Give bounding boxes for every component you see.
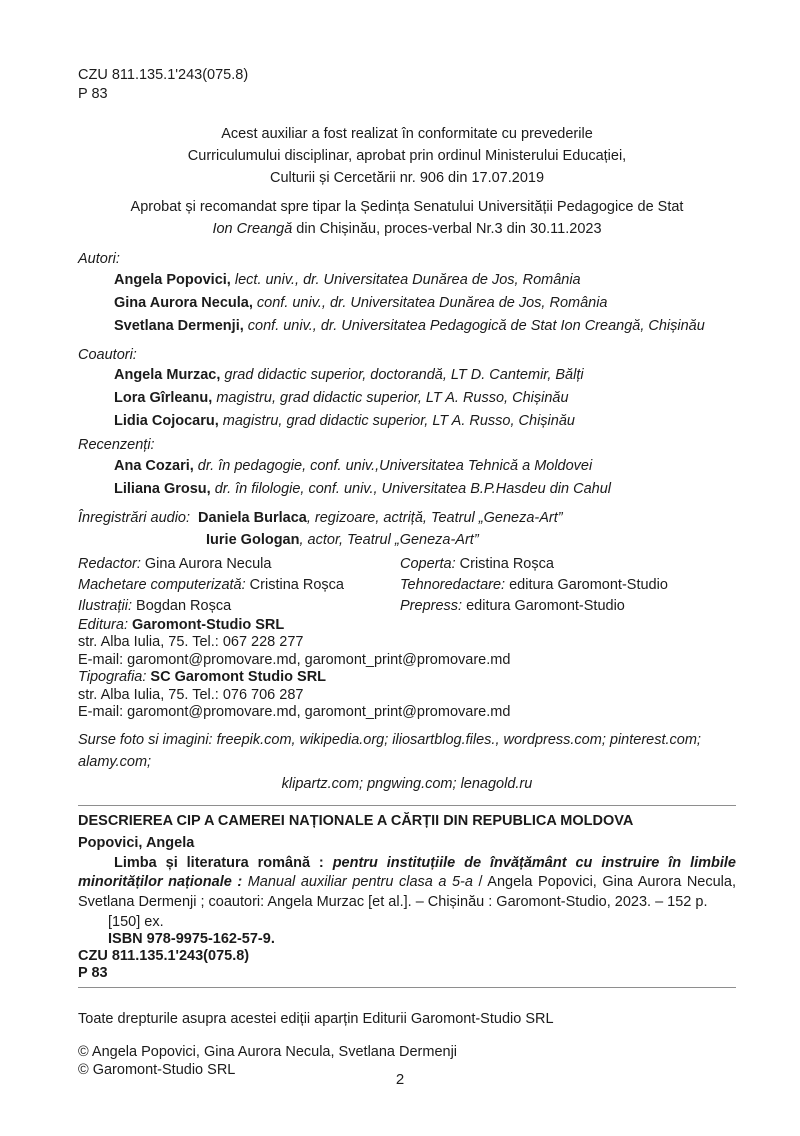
cip-block [78,812,736,981]
coauthor-role: magistru, grad didactic superior, LT A. Russo, Chișinău [216,390,569,406]
printer-email: E-mail: garomont@promovare.md, garomont_print@promovare.md [78,704,511,721]
reviewers-label: Recenzenți: [78,437,155,453]
cip-czu-code: CZU 811.135.1'243(075.8) [78,948,250,965]
p-index-code: P 83 [78,85,108,102]
header-codes [78,66,736,103]
coauthors-label: Coautori: [78,346,137,363]
credit-row [400,554,736,575]
audio-credits-label: Înregistrări audio: [78,509,191,526]
author-name: Angela Popovici, [114,271,231,288]
authors-section [78,250,736,338]
credit-label: Ilustrații: [78,597,132,614]
credit-value: editura Garomont-Studio [466,597,625,614]
credit-label: Prepress: [400,597,463,614]
rights-statement: Toate drepturile asupra acestei ediții aparțin Editurii Garomont-Studio SRL [78,1011,554,1028]
reviewer-name: Ana Cozari, [114,457,194,474]
coauthors-section [78,346,736,434]
author-name: Svetlana Dermenji, [114,317,244,334]
publisher-name: Garomont-Studio SRL [132,616,285,633]
publisher-section [78,617,736,723]
credit-value: Gina Aurora Necula [144,555,272,572]
credit-row [400,596,736,617]
cip-title-main: Limba și literatura română : [114,854,333,871]
printer-name: SC Garomont Studio SRL [150,669,327,686]
coauthor-name: Lidia Cojocaru, [114,413,219,429]
coauthor-name: Lora Gîrleanu, [114,390,213,406]
printer-label: Tipografia: [78,669,147,686]
credit-row [400,575,736,596]
publisher-email: E-mail: garomont@promovare.md, garomont_print@promovare.md [78,651,511,668]
audio-person-role: , actor, Teatrul „Geneza-Art” [299,531,479,548]
page-number: 2 [395,1071,405,1089]
cip-top-divider [78,805,736,806]
audio-credits-rows [198,507,563,551]
cip-heading: DESCRIEREA CIP A CAMEREI NAȚIONALE A CĂRȚII DIN REPUBLICA MOLDOVA [78,813,634,830]
reviewer-role: dr. în filologie, conf. univ., Universitatea B.P.Hasdeu din Cahul [214,480,612,497]
cip-bibliographic-entry [78,854,736,913]
audio-credits-section [78,507,736,551]
approval-line [78,218,736,240]
printer-row [78,669,736,687]
reviewer-row [78,455,736,478]
credit-label: Tehnoredactare: [400,576,506,593]
approval-line-rest: din Chișinău, proces-verbal Nr.3 din 30.11.2023 [292,221,602,237]
publisher-row [78,617,736,635]
reviewer-role: dr. în pedagogie, conf. univ.,Universitatea Tehnică a Moldovei [197,457,593,474]
credit-label: Machetare computerizată: [78,576,246,593]
coauthor-row [78,410,736,433]
credit-label: Coperta: [400,555,456,572]
coauthor-role: magistru, grad didactic superior, LT A. Russo, Chișinău [222,413,575,429]
cip-author-entry: Popovici, Angela [78,835,195,852]
coauthor-name: Angela Murzac, [114,367,221,383]
cip-title-subtitle: pentru instituțiile de învățământ cu instruire în limbile minorităților naționale : [78,854,737,891]
production-credits [78,554,736,617]
conformity-line: Acest auxiliar a fost realizat în conformitate cu prevederile [221,126,593,142]
audio-credit-row [198,529,563,551]
authors-label: Autori: [78,251,120,267]
czu-code: CZU 811.135.1'243(075.8) [78,67,249,83]
cip-title-type: Manual auxiliar pentru clasa a 5-a [247,874,473,891]
credit-row [78,596,400,617]
photo-sources-line: klipartz.com; pngwing.com; lenagold.ru [281,776,533,793]
audio-credit-row [198,507,563,529]
credits-left-column [78,554,400,617]
author-name: Gina Aurora Necula, [114,294,253,311]
author-row [78,292,736,315]
author-role: conf. univ., dr. Universitatea Dunărea de Jos, România [256,294,608,311]
conformity-line: Culturii și Cercetării nr. 906 din 17.07.2019 [269,170,545,186]
conformity-note [78,123,736,189]
coauthor-role: grad didactic superior, doctorandă, LT D. Cantemir, Bălți [224,367,584,383]
author-row [78,315,736,338]
copyright-authors: © Angela Popovici, Gina Aurora Necula, Svetlana Dermenji [78,1044,458,1061]
author-role: lect. univ., dr. Universitatea Dunărea de Jos, România [234,271,581,288]
audio-person-name: Iurie Gologan [206,531,300,548]
credit-row [78,554,400,575]
credits-right-column [400,554,736,617]
copyright-publisher: © Garomont-Studio SRL [78,1061,236,1078]
printer-address: str. Alba Iulia, 75. Tel.: 076 706 287 [78,686,304,703]
coauthor-row [78,364,736,387]
credit-label: Redactor: [78,555,141,572]
cip-title-statement: / Angela Popovici, Gina Aurora Necula, Svetlana Dermenji ; coautori: Angela Murzac [et al.]. – Chișinău : Garomont-Studio, 2023. – 152 p. [78,874,736,910]
publisher-label: Editura: [78,616,128,633]
publisher-address: str. Alba Iulia, 75. Tel.: 067 228 277 [78,634,304,651]
credit-value: Cristina Roșca [459,555,554,572]
approval-note [78,196,736,240]
audio-person-role: , regizoare, actriță, Teatrul „Geneza-Art” [306,509,563,526]
university-name: Ion Creangă [212,221,293,237]
cip-bottom-divider [78,987,736,988]
credit-row [78,575,400,596]
reviewers-section [78,436,736,501]
credit-value: Bogdan Roșca [136,597,232,614]
coauthor-row [78,387,736,410]
photo-sources [78,729,736,795]
audio-person-name: Daniela Burlaca [198,509,307,526]
cip-p-index: P 83 [78,964,108,981]
reviewer-name: Liliana Grosu, [114,480,211,497]
cip-copies: [150] ex. [108,914,164,931]
credit-value: editura Garomont-Studio [509,576,668,593]
credit-value: Cristina Roșca [249,576,344,593]
photo-sources-line: Surse foto si imagini: freepik.com, wikipedia.org; iliosartblog.files., wordpress.com; pinterest.com; alamy.com; [78,732,701,771]
author-role: conf. univ., dr. Universitatea Pedagogică de Stat Ion Creangă, Chișinău [247,317,705,334]
reviewer-row [78,478,736,501]
approval-line: Aprobat și recomandat spre tipar la Ședința Senatului Universității Pedagogice de Stat [130,199,684,215]
author-row [78,269,736,292]
conformity-line: Curriculumului disciplinar, aprobat prin ordinul Ministerului Educației, [187,148,627,164]
cip-isbn: ISBN 978-9975-162-57-9. [108,930,275,947]
